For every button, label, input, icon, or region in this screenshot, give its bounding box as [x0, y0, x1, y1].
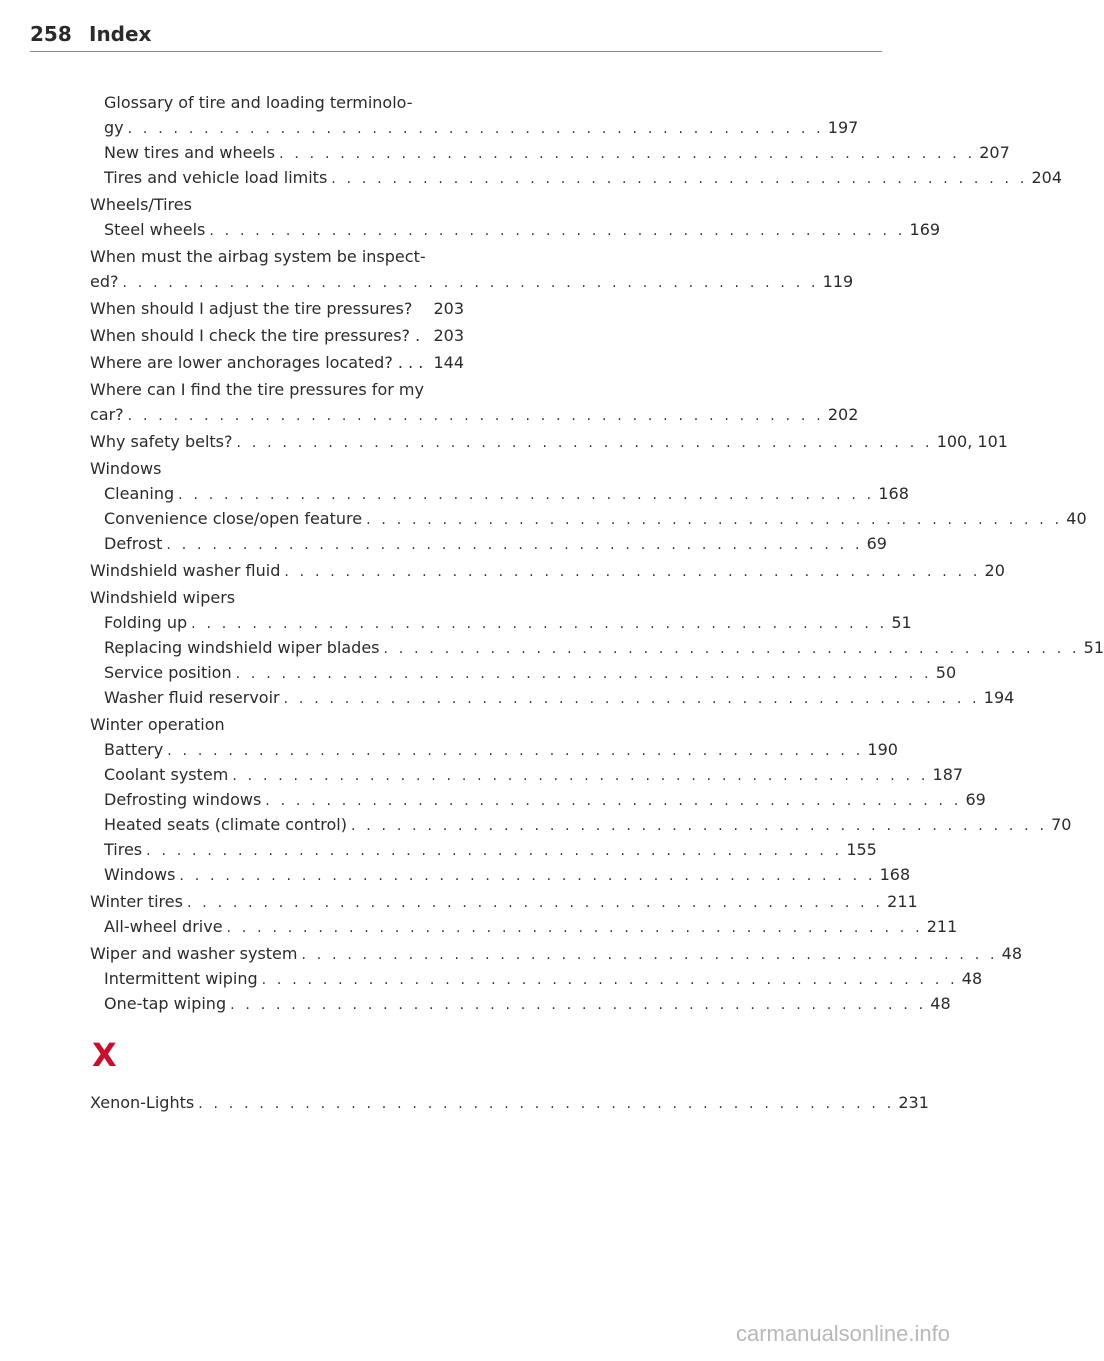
- index-entry-page: 50: [935, 663, 957, 682]
- index-entry-label: One-tap wiping: [104, 994, 227, 1013]
- index-entry: [90, 635, 1104, 660]
- index-entry-page: 119: [822, 272, 854, 291]
- index-entry-line: [90, 506, 1087, 533]
- index-entry: [90, 481, 909, 506]
- index-entry-line: [90, 660, 957, 687]
- index-column: [90, 90, 1104, 1115]
- index-entry: [90, 165, 1063, 190]
- index-entry: [90, 377, 464, 402]
- index-entry-page: 51: [1083, 638, 1104, 657]
- index-entry-label: Windows: [104, 865, 176, 884]
- dot-leader: . . . . . . . . . . . . . . . . . . . . . . . . . . . . . . . . . . . . . . . . . . . . . .: [261, 972, 958, 988]
- index-entry-label: Cleaning: [104, 484, 175, 503]
- index-entry-page: 197: [827, 118, 859, 137]
- index-entry-label: Steel wheels: [104, 220, 206, 239]
- index-entry-line: [90, 456, 464, 481]
- index-entry-label: Heated seats (climate control): [104, 815, 347, 834]
- index-entry: [90, 1090, 929, 1115]
- index-entry-line: [90, 812, 1072, 839]
- index-entry-page: 211: [926, 917, 958, 936]
- index-entry: [90, 660, 957, 685]
- index-entry-page: 204: [1031, 168, 1063, 187]
- index-entry: [90, 192, 464, 217]
- index-entry-page: 168: [879, 865, 911, 884]
- index-entry-page: 187: [932, 765, 964, 784]
- index-entry-page: 168: [878, 484, 909, 503]
- index-entry-line: [90, 244, 464, 269]
- index-entry-label: Washer fluid reservoir: [104, 688, 280, 707]
- index-entry-line: [90, 115, 859, 142]
- dot-leader: . . . . . . . . . . . . . . . . . . . . . . . . . . . . . . . . . . . . . . . . . . . . . .: [383, 641, 1080, 657]
- index-entry-page: 70: [1051, 815, 1072, 834]
- index-entry-line: [90, 377, 464, 402]
- index-entry-label: Glossary of tire and loading terminolo-: [104, 93, 413, 112]
- index-entry: [90, 323, 464, 348]
- index-entry-page: 231: [898, 1093, 929, 1112]
- index-entry: [90, 812, 1072, 837]
- index-entry-label: ed?: [90, 272, 119, 291]
- index-entry-label: Where are lower anchorages located? . . .: [90, 353, 424, 372]
- index-entry-line: [90, 862, 911, 889]
- index-entry-line: [90, 737, 898, 764]
- index-entry-line: [90, 558, 1005, 585]
- index-entry: [90, 115, 859, 140]
- index-entry-label: gy: [104, 118, 124, 137]
- index-entry-page: 169: [909, 220, 941, 239]
- index-entry: [90, 914, 958, 939]
- index-entry-label: Winter tires: [90, 892, 183, 911]
- section-letter: X: [92, 1036, 117, 1074]
- index-entry: [90, 889, 918, 914]
- index-entry: [90, 712, 464, 737]
- dot-leader: . . . . . . . . . . . . . . . . . . . . . . . . . . . . . . . . . . . . . . . . . . . . . .: [167, 743, 864, 759]
- index-entry-label: Defrosting windows: [104, 790, 262, 809]
- index-entry-page: 190: [867, 740, 898, 759]
- index-entry-page: 155: [846, 840, 877, 859]
- index-entry: [90, 244, 464, 269]
- page-header: [30, 22, 882, 52]
- index-entry-line: [90, 217, 941, 244]
- index-entry-label: Tires: [104, 840, 143, 859]
- index-entry-page: 211: [887, 892, 918, 911]
- dot-leader: . . . . . . . . . . . . . . . . . . . . . . . . . . . . . . . . . . . . . . . . . . . . . .: [331, 171, 1028, 187]
- index-entry-label: Windshield wipers: [90, 588, 236, 607]
- dot-leader: . . . . . . . . . . . . . . . . . . . . . . . . . . . . . . . . . . . . . . . . . . . . . .: [283, 691, 980, 707]
- index-entry-page: 207: [979, 143, 1010, 162]
- dot-leader: . . . . . . . . . . . . . . . . . . . . . . . . . . . . . . . . . . . . . . . . . . . . . .: [127, 408, 824, 424]
- page-number: 258: [30, 22, 72, 46]
- index-entry: [90, 296, 464, 321]
- page-title: Index: [89, 22, 152, 46]
- index-entry-line: [90, 914, 958, 941]
- dot-leader: . . . . . . . . . . . . . . . . . . . . . . . . . . . . . . . . . . . . . . . . . . . . . .: [178, 487, 875, 503]
- index-entry-page: 202: [827, 405, 859, 424]
- dot-leader: . . . . . . . . . . . . . . . . . . . . . . . . . . . . . . . . . . . . . . . . . . . . . .: [209, 223, 906, 239]
- index-entry-page: 203: [433, 326, 464, 345]
- watermark: carmanualsonline.info: [735, 1321, 950, 1346]
- dot-leader: . . . . . . . . . . . . . . . . . . . . . . . . . . . . . . . . . . . . . . . . . . . . . .: [186, 895, 884, 911]
- index-entry-label: New tires and wheels: [104, 143, 276, 162]
- index-entry-page: 51: [891, 613, 912, 632]
- index-entry-label: When must the airbag system be inspect-: [90, 247, 426, 266]
- index-entry: [90, 429, 1008, 454]
- index-entry-label: Wheels/Tires: [90, 195, 192, 214]
- index-entry-label: Winter operation: [90, 715, 225, 734]
- dot-leader: . . . . . . . . . . . . . . . . . . . . . . . . . . . . . . . . . . . . . . . . . . . . . .: [179, 868, 876, 884]
- index-entry-label: When should I check the tire pressures? .: [90, 326, 421, 345]
- index-entry: [90, 787, 986, 812]
- index-entry-label: Tires and vehicle load limits: [104, 168, 328, 187]
- index-entry: [90, 140, 1010, 165]
- dot-leader: . . . . . . . . . . . . . . . . . . . . . . . . . . . . . . . . . . . . . . . . . . . . . .: [230, 997, 927, 1013]
- index-entry-label: Xenon-Lights: [90, 1093, 195, 1112]
- dot-leader: . . . . . . . . . . . . . . . . . . . . . . . . . . . . . . . . . . . . . . . . . . . . . .: [198, 1096, 895, 1112]
- index-entry: [90, 350, 464, 375]
- index-entry: [90, 531, 887, 556]
- index-entry-label: Intermittent wiping: [104, 969, 258, 988]
- index-entry-label: Wiper and washer system: [90, 944, 298, 963]
- index-entry-page: 20: [984, 561, 1005, 580]
- index-entry: [90, 862, 911, 887]
- index-entry-page: 69: [866, 534, 887, 553]
- index-entry-line: [90, 402, 859, 429]
- index-entry: [90, 991, 951, 1016]
- index-entry-line: [90, 296, 464, 321]
- index-entry-label: Defrost: [104, 534, 163, 553]
- index-entry: [90, 585, 464, 610]
- index-entry-line: [90, 192, 464, 217]
- index-entry-line: [90, 481, 909, 508]
- index-entry-line: [90, 165, 1063, 192]
- dot-leader: . . . . . . . . . . . . . . . . . . . . . . . . . . . . . . . . . . . . . . . . . . . . . .: [232, 768, 929, 784]
- index-entry-line: [90, 889, 918, 916]
- dot-leader: . . . . . . . . . . . . . . . . . . . . . . . . . . . . . . . . . . . . . . . . . . . . . .: [236, 435, 933, 451]
- dot-leader: . . . . . . . . . . . . . . . . . . . . . . . . . . . . . . . . . . . . . . . . . . . . . .: [235, 666, 932, 682]
- index-entry-label: car?: [90, 405, 124, 424]
- index-entry-label: Windshield washer fluid: [90, 561, 281, 580]
- index-entry: [90, 506, 1087, 531]
- index-entry-line: [90, 350, 464, 375]
- dot-leader: . . . . . . . . . . . . . . . . . . . . . . . . . . . . . . . . . . . . . . . . . . . . . .: [301, 947, 998, 963]
- index-entry-line: [90, 837, 877, 864]
- index-entry-label: When should I adjust the tire pressures?: [90, 299, 413, 318]
- index-entry-line: [90, 762, 964, 789]
- index-entry-line: [90, 941, 1023, 968]
- dot-leader: . . . . . . . . . . . . . . . . . . . . . . . . . . . . . . . . . . . . . . . . . . . . . .: [122, 275, 819, 291]
- index-entry: [90, 837, 877, 862]
- index-entry-page: 48: [1001, 944, 1023, 963]
- index-entry-line: [90, 1090, 929, 1117]
- index-entry-line: [90, 429, 1008, 456]
- dot-leader: . . . . . . . . . . . . . . . . . . . . . . . . . . . . . . . . . . . . . . . . . . . . . .: [191, 616, 888, 632]
- index-entry-line: [90, 610, 912, 637]
- index-entry-label: Where can I find the tire pressures for my: [90, 380, 424, 399]
- index-entry-label: Folding up: [104, 613, 188, 632]
- dot-leader: . . . . . . . . . . . . . . . . . . . . . . . . . . . . . . . . . . . . . . . . . . . . . .: [284, 564, 981, 580]
- index-entry: [90, 941, 1023, 966]
- index-entry: [90, 558, 1005, 583]
- index-entry: [90, 217, 941, 242]
- index-entry-line: [90, 90, 464, 115]
- section-letter-block: [90, 1032, 464, 1090]
- dot-leader: . . . . . . . . . . . . . . . . . . . . . . . . . . . . . . . . . . . . . . . . . . . . . .: [279, 146, 976, 162]
- index-entry: [90, 269, 854, 294]
- dot-leader: . . . . . . . . . . . . . . . . . . . . . . . . . . . . . . . . . . . . . . . . . . . . . .: [146, 843, 843, 859]
- index-entry-line: [90, 585, 464, 610]
- index-entry-page: 203: [433, 299, 464, 318]
- index-entry-line: [90, 531, 887, 558]
- index-entry-line: [90, 712, 464, 737]
- index-entry-line: [90, 323, 464, 348]
- index-entry-page: 48: [961, 969, 983, 988]
- index-entry-page: 48: [930, 994, 951, 1013]
- index-entry-line: [90, 991, 951, 1018]
- index-entry: [90, 610, 912, 635]
- index-entry-label: Coolant system: [104, 765, 229, 784]
- index-entry-line: [90, 269, 854, 296]
- header-divider: [30, 51, 882, 52]
- index-entry: [90, 456, 464, 481]
- index-entry: [90, 966, 983, 991]
- dot-leader: . . . . . . . . . . . . . . . . . . . . . . . . . . . . . . . . . . . . . . . . . . . . . .: [127, 121, 824, 137]
- index-entry: [90, 90, 464, 115]
- index-entry-line: [90, 140, 1010, 167]
- dot-leader: . . . . . . . . . . . . . . . . . . . . . . . . . . . . . . . . . . . . . . . . . . . . . .: [366, 512, 1063, 528]
- index-entry-line: [90, 635, 1104, 662]
- index-entry-label: Windows: [90, 459, 162, 478]
- index-entry: [90, 685, 1015, 710]
- index-entry: [90, 737, 898, 762]
- index-entry-label: Service position: [104, 663, 232, 682]
- index-entry-label: Battery: [104, 740, 164, 759]
- index-entry-line: [90, 685, 1015, 712]
- dot-leader: . . . . . . . . . . . . . . . . . . . . . . . . . . . . . . . . . . . . . . . . . . . . . .: [226, 920, 923, 936]
- index-entry-label: Replacing windshield wiper blades: [104, 638, 380, 657]
- index-entry-line: [90, 966, 983, 993]
- index-entry-label: Why safety belts?: [90, 432, 233, 451]
- dot-leader: . . . . . . . . . . . . . . . . . . . . . . . . . . . . . . . . . . . . . . . . . . . . . .: [166, 537, 863, 553]
- index-entry-line: [90, 787, 986, 814]
- index-entry-page: 100, 101: [936, 432, 1008, 451]
- index-entry-label: All-wheel drive: [104, 917, 223, 936]
- dot-leader: . . . . . . . . . . . . . . . . . . . . . . . . . . . . . . . . . . . . . . . . . . . . . .: [265, 793, 962, 809]
- index-entry: [90, 402, 859, 427]
- index-entry: [90, 762, 964, 787]
- index-entry-page: 194: [983, 688, 1015, 707]
- index-entry-page: 69: [965, 790, 986, 809]
- index-entry-label: Convenience close/open feature: [104, 509, 363, 528]
- index-entry-page: 144: [433, 353, 464, 372]
- dot-leader: . . . . . . . . . . . . . . . . . . . . . . . . . . . . . . . . . . . . . . . . . . . . . .: [350, 818, 1048, 834]
- index-entry-page: 40: [1066, 509, 1087, 528]
